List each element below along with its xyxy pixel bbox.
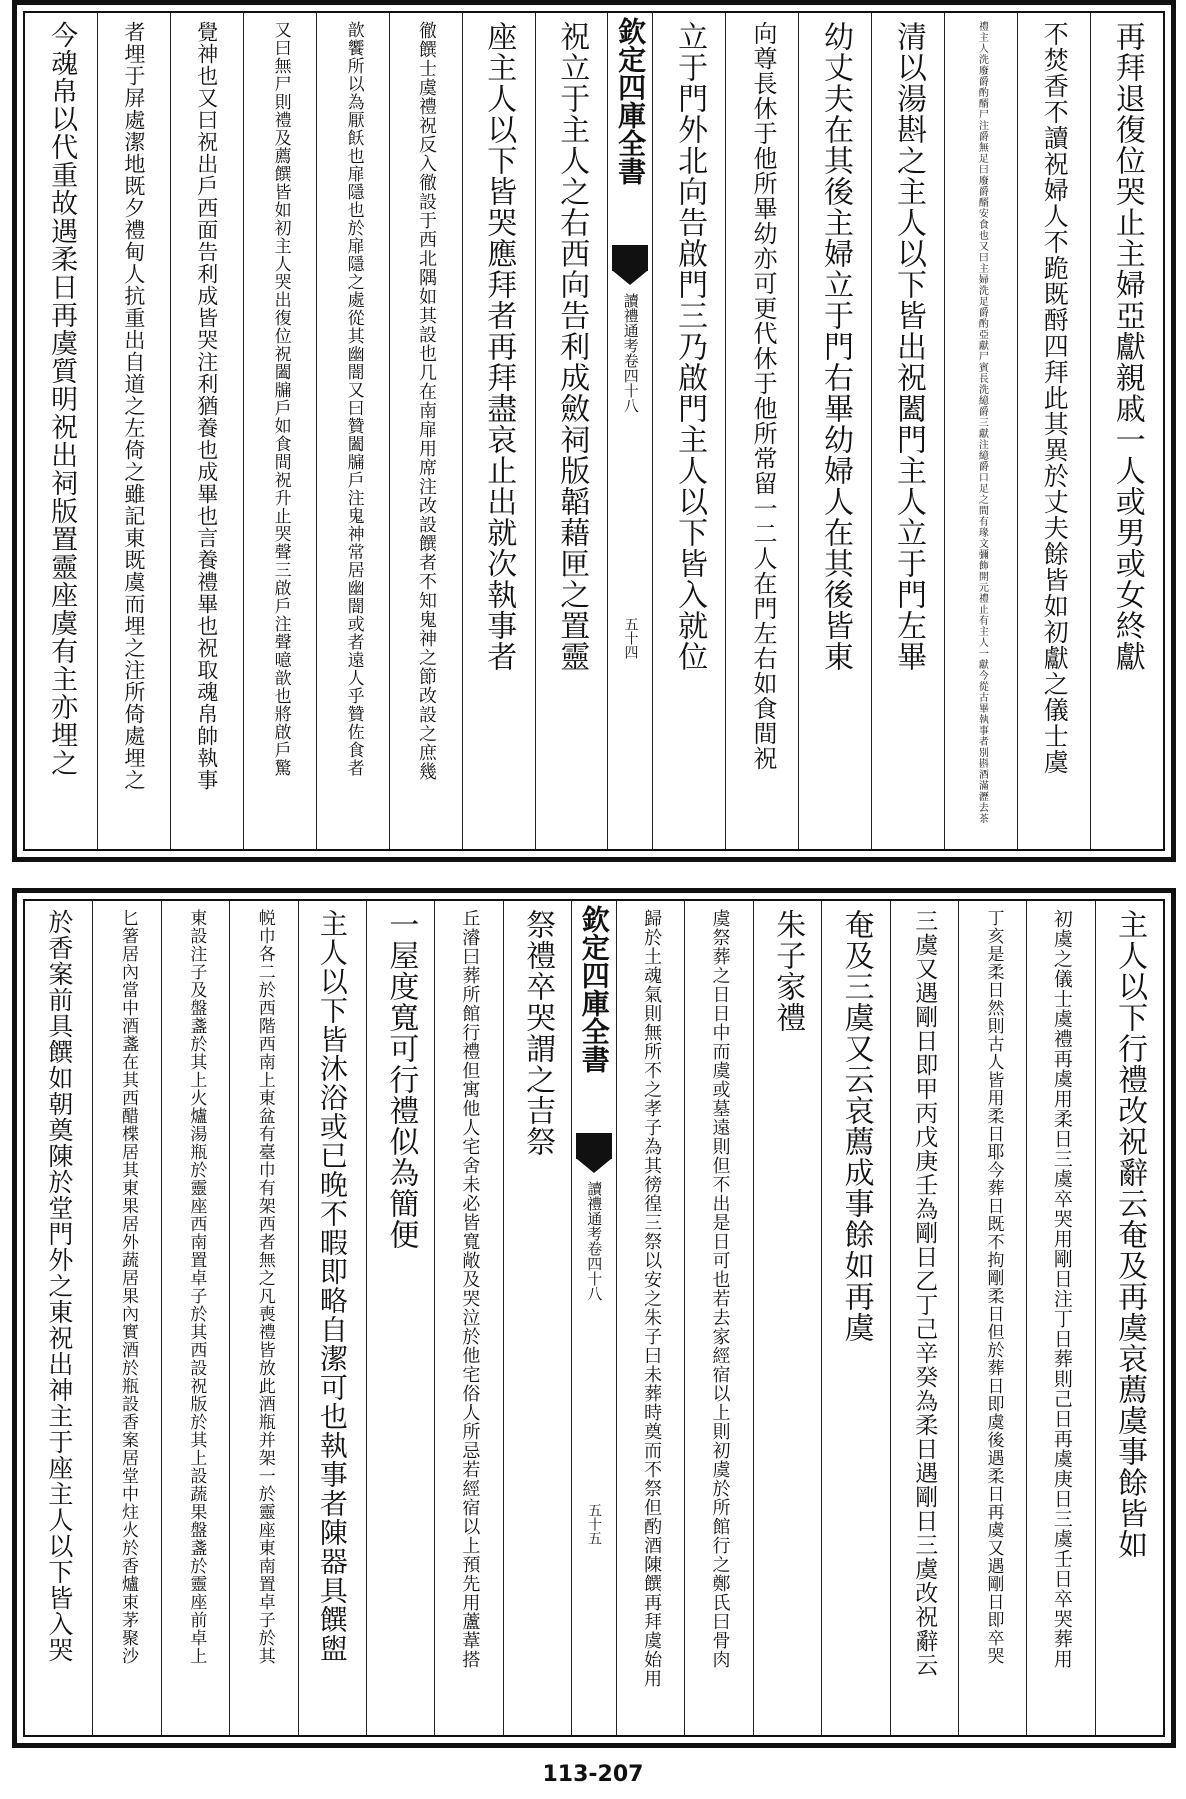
column-text: 不焚香不讀祝婦人不跪既酹四拜此其異於丈夫餘皆如初獻之儀士虞	[1040, 21, 1070, 775]
column-text: 覺神也又曰祝出戶西面告利成皆哭注利猶養也成畢也言養禮畢也祝取魂帛帥執事	[194, 21, 219, 791]
column-text: 者埋于屏處潔地既夕禮甸人抗重出自道之左倚之雖記東既虞而埋之注所倚處埋之	[121, 21, 146, 791]
text-column	[434, 901, 502, 1735]
text-column	[1026, 901, 1094, 1735]
column-text: 東設注子及盤盞於其上火爐湯瓶於靈座西南置卓子於其西設祝版於其上設蔬果盤盞於靈座前卓上	[186, 909, 207, 1665]
book-title-band	[571, 901, 616, 1735]
text-column	[1017, 13, 1090, 849]
text-column	[1095, 901, 1163, 1735]
text-column	[316, 13, 389, 849]
bottom-page-panel	[12, 888, 1176, 1748]
bottom-text-columns	[25, 901, 1163, 1735]
text-column	[958, 901, 1026, 1735]
text-column	[1090, 13, 1163, 849]
text-column	[753, 901, 821, 1735]
book-title: 欽定四庫全書	[577, 905, 611, 1073]
column-text: 帨巾各二於西階西南上東盆有臺巾有架西者無之凡喪禮皆放此酒瓶并架一於靈座東南置卓子於其	[254, 909, 275, 1665]
bottom-page-frame	[23, 899, 1165, 1737]
text-column	[944, 13, 1017, 849]
text-column	[684, 901, 752, 1735]
top-text-columns	[25, 13, 1163, 849]
column-text: 清以湯斟之主人以下皆出祝闔門主人立于門左畢	[890, 21, 926, 672]
fish-tail-mark-icon	[612, 245, 648, 271]
leaf-number: 五十四	[622, 617, 639, 659]
column-text: 今魂帛以代重故遇柔日再虞質明祝出祠版置靈座虞有主亦埋之	[46, 21, 78, 777]
column-text: 向尊長休于他所畢幼亦可更代休于他所常留一二人在門左右如食間祝	[748, 21, 777, 771]
text-column	[890, 901, 958, 1735]
text-column	[725, 13, 798, 849]
column-text: 丁亥是柔日然則古人皆用柔日耶今葬日既不拘剛柔日但於葬日即虞後遇柔日再虞又遇剛日即卒哭	[983, 909, 1004, 1665]
text-column	[366, 901, 434, 1735]
column-text: 歸於土魂氣則無所不之孝子為其徬徨三祭以安之朱子曰未葬時奠而不祭但酌酒陳饌再拜虞始用	[641, 909, 663, 1688]
text-column	[462, 13, 535, 849]
column-text: 於香案前具饌如朝奠陳於堂門外之東祝出神主于座主人以下皆入哭	[44, 909, 74, 1663]
column-text: 朱子家禮	[770, 909, 806, 1033]
column-text: 奄及三虞又云哀薦成事餘如再虞	[838, 909, 874, 1343]
page-number: 113-207	[542, 1762, 644, 1787]
text-column	[503, 901, 571, 1735]
text-column	[229, 901, 297, 1735]
column-text: 初虞之儀士虞禮再虞用柔日三虞卒哭用剛日注丁日葬則己日再虞庚日三虞壬日卒哭葬用	[1050, 909, 1073, 1669]
column-text: 丘濬曰葬所館行禮但寓他人宅舍未必皆寬敞及哭泣於他宅俗人所忌若經宿以上預先用蘆葦搭	[459, 909, 481, 1669]
book-title: 欽定四庫全書	[614, 17, 648, 185]
book-title-band	[607, 13, 652, 849]
fish-tail-mark-icon	[576, 1133, 612, 1159]
text-column	[298, 901, 366, 1735]
text-column	[25, 901, 92, 1735]
volume-label: 讀禮通考卷四十八	[585, 1181, 604, 1301]
column-text: 匕箸居內當中酒盞在其西醋楪居其東果居外蔬居果內實酒於瓶設香案居堂中炷火於香爐束茅聚沙	[117, 909, 138, 1665]
text-column	[170, 13, 243, 849]
column-text: 座主人以下皆哭應拜者再拜盡哀止出就次執事者	[481, 21, 517, 672]
column-text: 再拜退復位哭止主婦亞獻親戚一人或男或女終獻	[1109, 21, 1145, 672]
text-column	[798, 13, 871, 849]
text-column	[389, 13, 462, 849]
text-column	[821, 901, 889, 1735]
text-column	[161, 901, 229, 1735]
column-text: 祭禮卒哭謂之吉祭	[520, 909, 556, 1157]
column-text: 徹饌士虞禮祝反入徹設于西北隅如其設也几在南扉用席注改設饌者不知鬼神之節改設之庶幾	[416, 21, 438, 781]
column-text: 主人以下行禮改祝辭云奄及再虞哀薦虞事餘皆如	[1112, 909, 1148, 1560]
column-text: 立于門外北向告啟門三乃啟門主人以下皆入就位	[672, 21, 708, 672]
text-column	[535, 13, 608, 849]
column-text: 主人以下皆沐浴或已晚不暇即略自潔可也執事者陳器具饌盥	[315, 909, 349, 1663]
text-column	[652, 13, 725, 849]
column-text: 虞祭葬之日日中而虞或墓遠則但不出是日可也若去家經宿以上則初虞於所館行之鄭氏曰骨肉	[709, 909, 731, 1669]
leaf-number: 五十五	[586, 1503, 602, 1545]
text-column	[616, 901, 684, 1735]
column-text: 三虞又遇剛日即甲丙戊庚壬為剛日乙丁己辛癸為柔日遇剛日三虞改祝辭云	[911, 909, 938, 1677]
top-page-panel	[12, 0, 1176, 862]
column-text: 又曰無尸則禮及薦饌皆如初主人哭出復位祝闔牖戶如食間祝升止哭聲三啟戶注聲噫歆也將啟戶驚	[270, 21, 291, 777]
column-text: 一屋度寬可行禮似為簡便	[383, 909, 419, 1250]
top-page-frame	[23, 11, 1165, 851]
text-column	[243, 13, 316, 849]
column-text: 歆饗所以為厭飫也扉隱也於扉隱之處從其幽闇又曰贊闔牖戶注鬼神常居幽闇或者遠人乎贊佐食者	[343, 21, 364, 777]
column-text: 幼丈夫在其後主婦立于門右畢幼婦人在其後皆東	[818, 21, 854, 672]
text-column	[97, 13, 170, 849]
text-column	[871, 13, 944, 849]
column-text: 祝立于主人之右西向告利成斂祠版韜藉匣之置靈	[554, 21, 590, 672]
volume-label: 讀禮通考卷四十八	[621, 293, 640, 413]
text-column	[25, 13, 97, 849]
text-column	[92, 901, 160, 1735]
column-text: 禮主人洗廢爵酌醑尸注爵無足曰廢爵醑安食也又曰主婦洗足爵酌亞獻尸賓長洗繶爵三獻注繶爵口足之間有瑑文彌飾開元禮止有主人一獻今從古畢執事者別斟酒滿瀝去茶	[976, 21, 988, 824]
